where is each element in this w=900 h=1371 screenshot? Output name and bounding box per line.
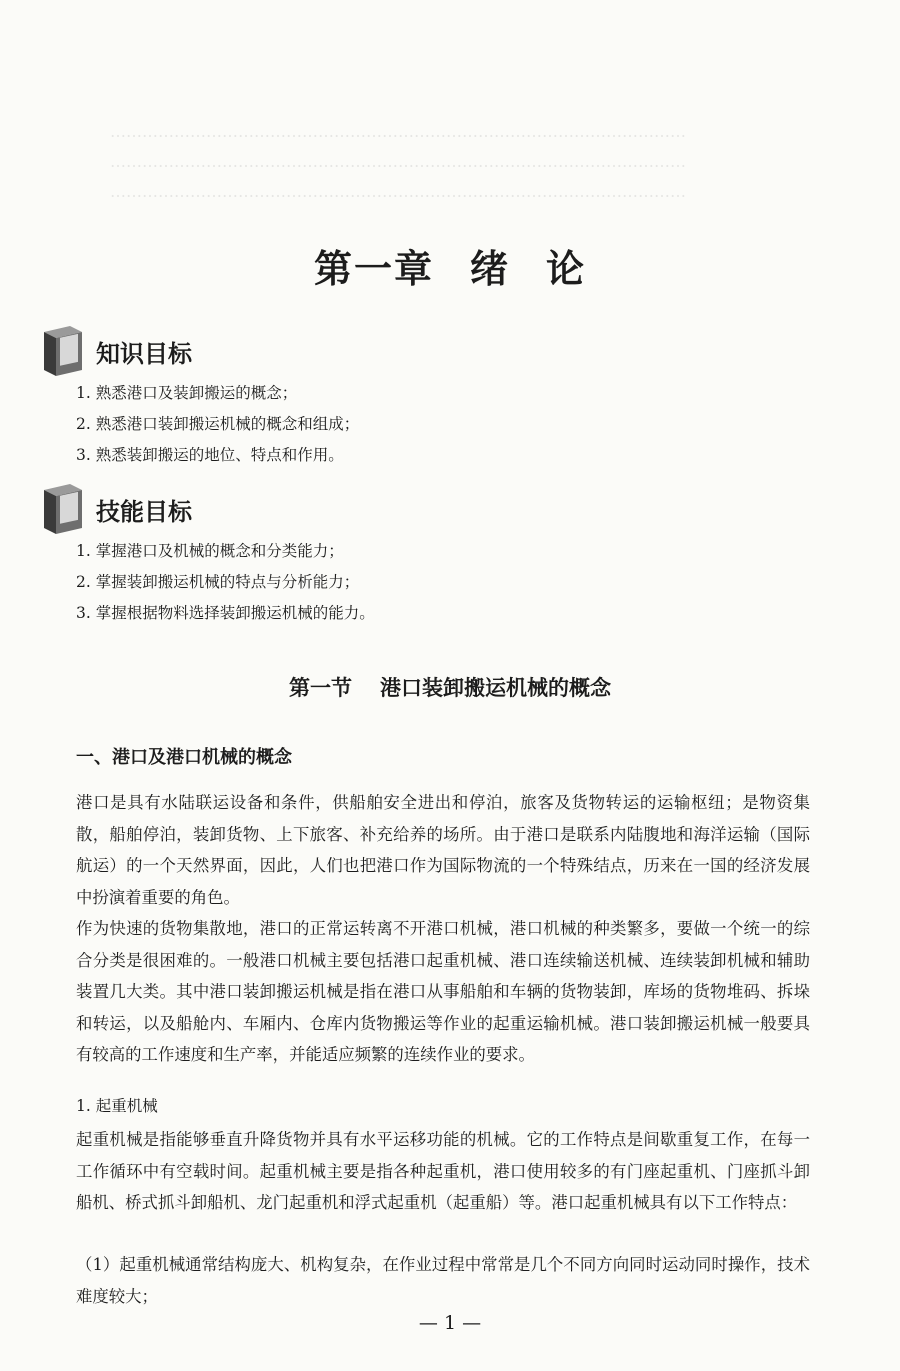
chapter-title bbox=[0, 238, 900, 293]
knowledge-goals-list bbox=[40, 378, 860, 471]
page-number: — 1 — bbox=[418, 1312, 482, 1334]
list-item: 2. 掌握装卸搬运机械的特点与分析能力； bbox=[76, 573, 360, 591]
paragraph: 作为快速的货物集散地，港口的正常运转离不开港口机械，港口机械的种类繁多，要做一个统一的综合分类是很困难的。一般港口机械主要包括港口起重机械、港口连续输送机械、连续装卸机械和辅助装置几大类。其中港口装卸搬运机械是指在港口从事船舶和车辆的货物装卸，库场的货物堆码、拆垛和转运，以及船舱内、车厢内、仓库内货物搬运等作业的起重运输机械。港口装卸搬运机械一般要具有较高的工作速度和生产率，并能适应频繁的连续作业的要求。 bbox=[76, 919, 810, 1064]
chapter-title-char-1: 绪 bbox=[469, 246, 510, 291]
skill-goals-label: 技能目标 bbox=[96, 498, 192, 526]
bleed-through-text: ……………………………………………………………………………………………… bbox=[110, 122, 686, 141]
skill-goals-list bbox=[40, 536, 860, 629]
knowledge-goals bbox=[40, 326, 860, 471]
item-heading: 1. 起重机械 bbox=[76, 1097, 158, 1115]
subsection-heading: 一、港口及港口机械的概念 bbox=[76, 747, 292, 768]
section-name: 港口装卸搬运机械的概念 bbox=[380, 676, 611, 700]
list-item: 1. 掌握港口及机械的概念和分类能力； bbox=[76, 542, 344, 560]
paragraph: 港口是具有水陆联运设备和条件，供船舶安全进出和停泊，旅客及货物转运的运输枢纽；是物资集散，船舶停泊，装卸货物、上下旅客、补充给养的场所。由于港口是联系内陆腹地和海洋运输（国际航运）的一个天然界面，因此，人们也把港口作为国际物流的一个特殊结点，历来在一国的经济发展中扮演着重要的角色。 bbox=[76, 793, 810, 907]
list-item: 1. 熟悉港口及装卸搬运的概念； bbox=[76, 384, 298, 402]
chapter-number: 第一章 bbox=[313, 246, 434, 291]
skill-goals bbox=[40, 484, 860, 629]
paragraph: 起重机械是指能够垂直升降货物并具有水平运移功能的机械。它的工作特点是间歇重复工作，在每一工作循环中有空载时间。起重机械主要是指各种起重机，港口使用较多的有门座起重机、门座抓斗卸船机、桥式抓斗卸船机、龙门起重机和浮式起重机（起重船）等。港口起重机械具有以下工作特点： bbox=[76, 1130, 810, 1212]
book-icon bbox=[40, 484, 86, 536]
list-item: 2. 熟悉港口装卸搬运机械的概念和组成； bbox=[76, 415, 360, 433]
paragraph: （1）起重机械通常结构庞大、机构复杂，在作业过程中常常是几个不同方向同时运动同时操作，技术难度较大； bbox=[76, 1255, 810, 1306]
bleed-through-text: ……………………………………………………………………………………………… bbox=[110, 152, 686, 171]
chapter-title-char-2: 论 bbox=[546, 246, 587, 291]
book-icon bbox=[40, 326, 86, 378]
list-item: 3. 熟悉装卸搬运的地位、特点和作用。 bbox=[76, 446, 344, 464]
knowledge-goals-label: 知识目标 bbox=[96, 340, 192, 368]
section-title bbox=[0, 672, 900, 702]
bleed-through-text: ……………………………………………………………………………………………… bbox=[110, 182, 686, 201]
list-item: 3. 掌握根据物料选择装卸搬运机械的能力。 bbox=[76, 604, 375, 622]
section-number: 第一节 bbox=[289, 676, 352, 700]
